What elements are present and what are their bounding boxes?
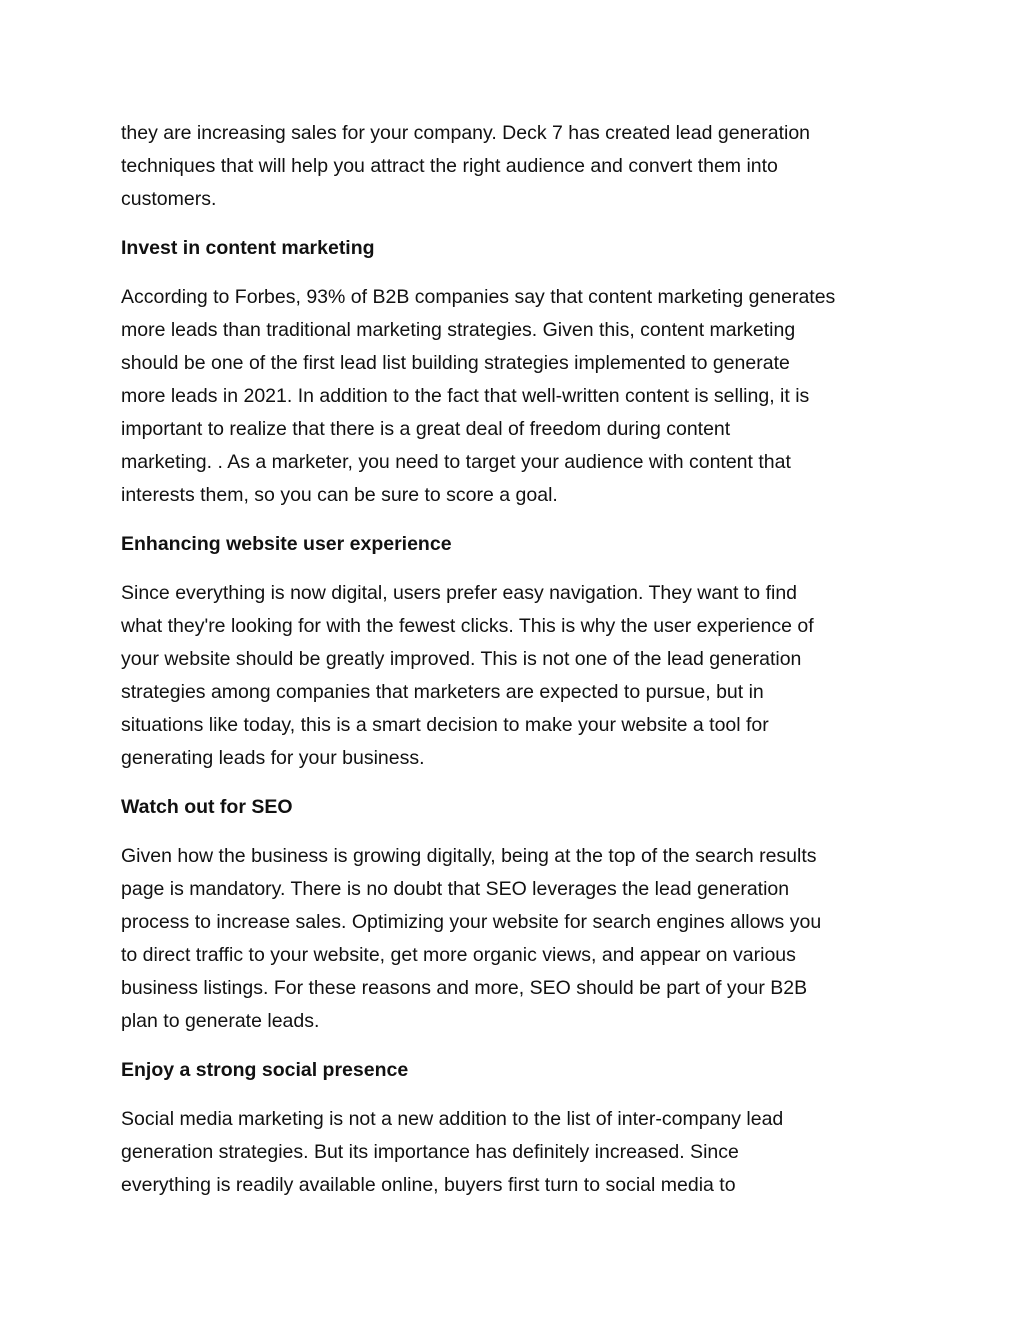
section-heading-content-marketing: Invest in content marketing [121, 237, 375, 259]
section-heading-user-experience: Enhancing website user experience [121, 533, 452, 555]
text-line: business listings. For these reasons and more, SEO should be part of your B2B [121, 977, 808, 999]
text-line: everything is readily available online, buyers first turn to social media to [121, 1174, 736, 1196]
section-paragraph-user-experience [121, 577, 911, 775]
text-line: Given how the business is growing digitally, being at the top of the search results [121, 845, 817, 867]
section-paragraph-social-presence [121, 1103, 911, 1202]
section-heading-social-presence: Enjoy a strong social presence [121, 1059, 409, 1081]
section-heading-seo: Watch out for SEO [121, 796, 293, 818]
document-page [121, 117, 911, 1218]
text-line: customers. [121, 188, 217, 210]
text-line: strategies among companies that marketers are expected to pursue, but in [121, 681, 764, 703]
text-line: should be one of the first lead list building strategies implemented to generate [121, 352, 790, 374]
text-line: According to Forbes, 93% of B2B companies say that content marketing generates [121, 286, 836, 308]
section-paragraph-seo [121, 840, 911, 1038]
text-line: techniques that will help you attract the right audience and convert them into [121, 155, 778, 177]
text-line: your website should be greatly improved. This is not one of the lead generation [121, 648, 802, 670]
text-line: Social media marketing is not a new addition to the list of inter-company lead [121, 1108, 784, 1130]
text-line: process to increase sales. Optimizing your website for search engines allows you [121, 911, 822, 933]
text-line: page is mandatory. There is no doubt that SEO leverages the lead generation [121, 878, 790, 900]
text-line: more leads than traditional marketing strategies. Given this, content marketing [121, 319, 796, 341]
text-line: to direct traffic to your website, get more organic views, and appear on various [121, 944, 796, 966]
text-line: marketing. . As a marketer, you need to target your audience with content that [121, 451, 791, 473]
text-line: important to realize that there is a great deal of freedom during content [121, 418, 731, 440]
text-line: more leads in 2021. In addition to the fact that well-written content is selling, it is [121, 385, 810, 407]
text-line: interests them, so you can be sure to score a goal. [121, 484, 558, 506]
text-line: plan to generate leads. [121, 1010, 320, 1032]
intro-paragraph [121, 117, 911, 216]
section-paragraph-content-marketing [121, 281, 911, 512]
text-line: what they're looking for with the fewest clicks. This is why the user experience of [121, 615, 814, 637]
text-line: Since everything is now digital, users prefer easy navigation. They want to find [121, 582, 798, 604]
text-line: situations like today, this is a smart decision to make your website a tool for [121, 714, 769, 736]
text-line: they are increasing sales for your company. Deck 7 has created lead generation [121, 122, 811, 144]
text-line: generating leads for your business. [121, 747, 425, 769]
text-line: generation strategies. But its importance has definitely increased. Since [121, 1141, 739, 1163]
